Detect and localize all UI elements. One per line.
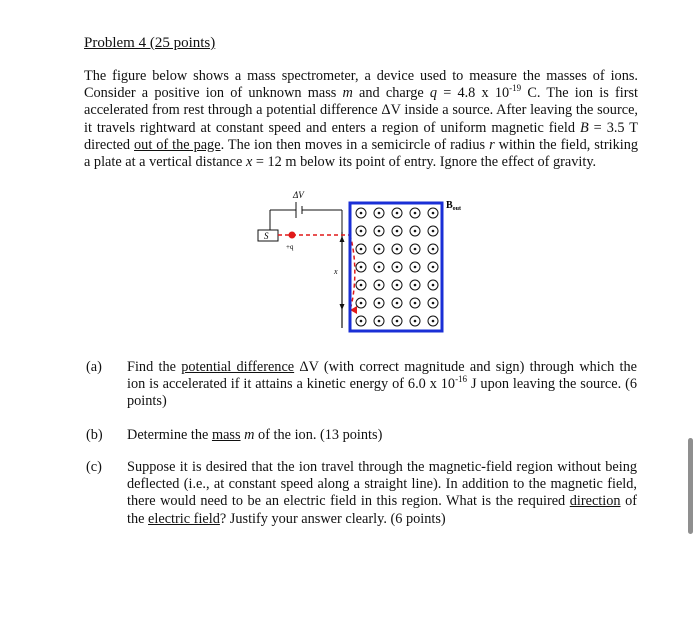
mass-spectrometer-figure	[250, 188, 490, 338]
field-dot-center	[360, 266, 363, 269]
field-dot-center	[432, 266, 435, 269]
field-dot-center	[360, 212, 363, 215]
field-dot-center	[432, 302, 435, 305]
field-dot-center	[396, 212, 399, 215]
field-dot-center	[360, 230, 363, 233]
field-dot-grid	[356, 208, 438, 326]
question-c-label: (c)	[86, 459, 102, 475]
battery-symbol	[270, 202, 342, 232]
delta-v-label: ΔV	[293, 190, 304, 200]
source-label: S	[264, 231, 269, 241]
field-dot-center	[360, 302, 363, 305]
field-dot-center	[378, 266, 381, 269]
field-dot-center	[378, 230, 381, 233]
field-dot-center	[432, 320, 435, 323]
field-dot-center	[396, 248, 399, 251]
field-dot-center	[378, 212, 381, 215]
field-dot-center	[378, 320, 381, 323]
field-dot-center	[378, 302, 381, 305]
field-dot-center	[360, 248, 363, 251]
field-dot-center	[432, 230, 435, 233]
x-arrow-head-bottom	[340, 304, 345, 310]
charge-label: +q	[286, 243, 294, 251]
field-dot-center	[414, 230, 417, 233]
question-a-label: (a)	[86, 359, 102, 375]
ion-charge	[289, 232, 296, 239]
field-dot-center	[414, 284, 417, 287]
x-label: x	[334, 267, 338, 276]
problem-statement: The figure below shows a mass spectrometer, a device used to measure the masses of ions. Consider a positive ion of unknown mass m and charge q = 4.8 x $10^{-19}$ C. The ion is first accelerated from rest through a potential difference ΔV inside a source. After leaving the source, it travels rightward at constant speed and enters a region of uniform magnetic field B = 3.5 T directed out of the page. The ion then moves in a semicircle of radius r within the field, striking a plate at a vertical distance x = 12 m below its point of entry. Ignore the effect of gravity.	[84, 68, 639, 171]
field-dot-center	[360, 320, 363, 323]
field-dot-center	[432, 284, 435, 287]
question-a-text: Find the potential difference ΔV (with correct magnitude and sign) through which the ion is accelerated if it attains a kinetic energy of 6.0 x $10^{-16}$ J upon leaving the source. (6 points)	[127, 359, 637, 410]
field-dot-center	[378, 284, 381, 287]
question-b-text: Determine the mass m of the ion. (13 points)	[127, 427, 383, 443]
field-dot-center	[414, 320, 417, 323]
field-dot-center	[414, 266, 417, 269]
field-dot-center	[432, 248, 435, 251]
b-out-label: $B_{out}$	[446, 200, 462, 212]
field-dot-center	[378, 248, 381, 251]
field-dot-center	[396, 284, 399, 287]
question-c-text: Suppose it is desired that the ion travel through the magnetic-field region without being deflected (i.e., at constant speed along a straight line). In addition to the magnetic field, there would need to be an electric field in this region. What is the required direction of the electric field? Justify your answer clearly. (6 points)	[127, 459, 637, 527]
field-dot-center	[414, 212, 417, 215]
field-dot-center	[360, 284, 363, 287]
field-dot-center	[414, 302, 417, 305]
vertical-scrollbar[interactable]	[688, 438, 693, 534]
field-dot-center	[396, 266, 399, 269]
question-b-label: (b)	[86, 427, 103, 443]
field-dot-center	[396, 230, 399, 233]
field-dot-center	[396, 320, 399, 323]
problem-title: Problem 4 (25 points)	[84, 35, 216, 51]
field-dot-center	[396, 302, 399, 305]
field-dot-center	[414, 248, 417, 251]
x-arrow-head-top	[340, 236, 345, 242]
field-dot-center	[432, 212, 435, 215]
